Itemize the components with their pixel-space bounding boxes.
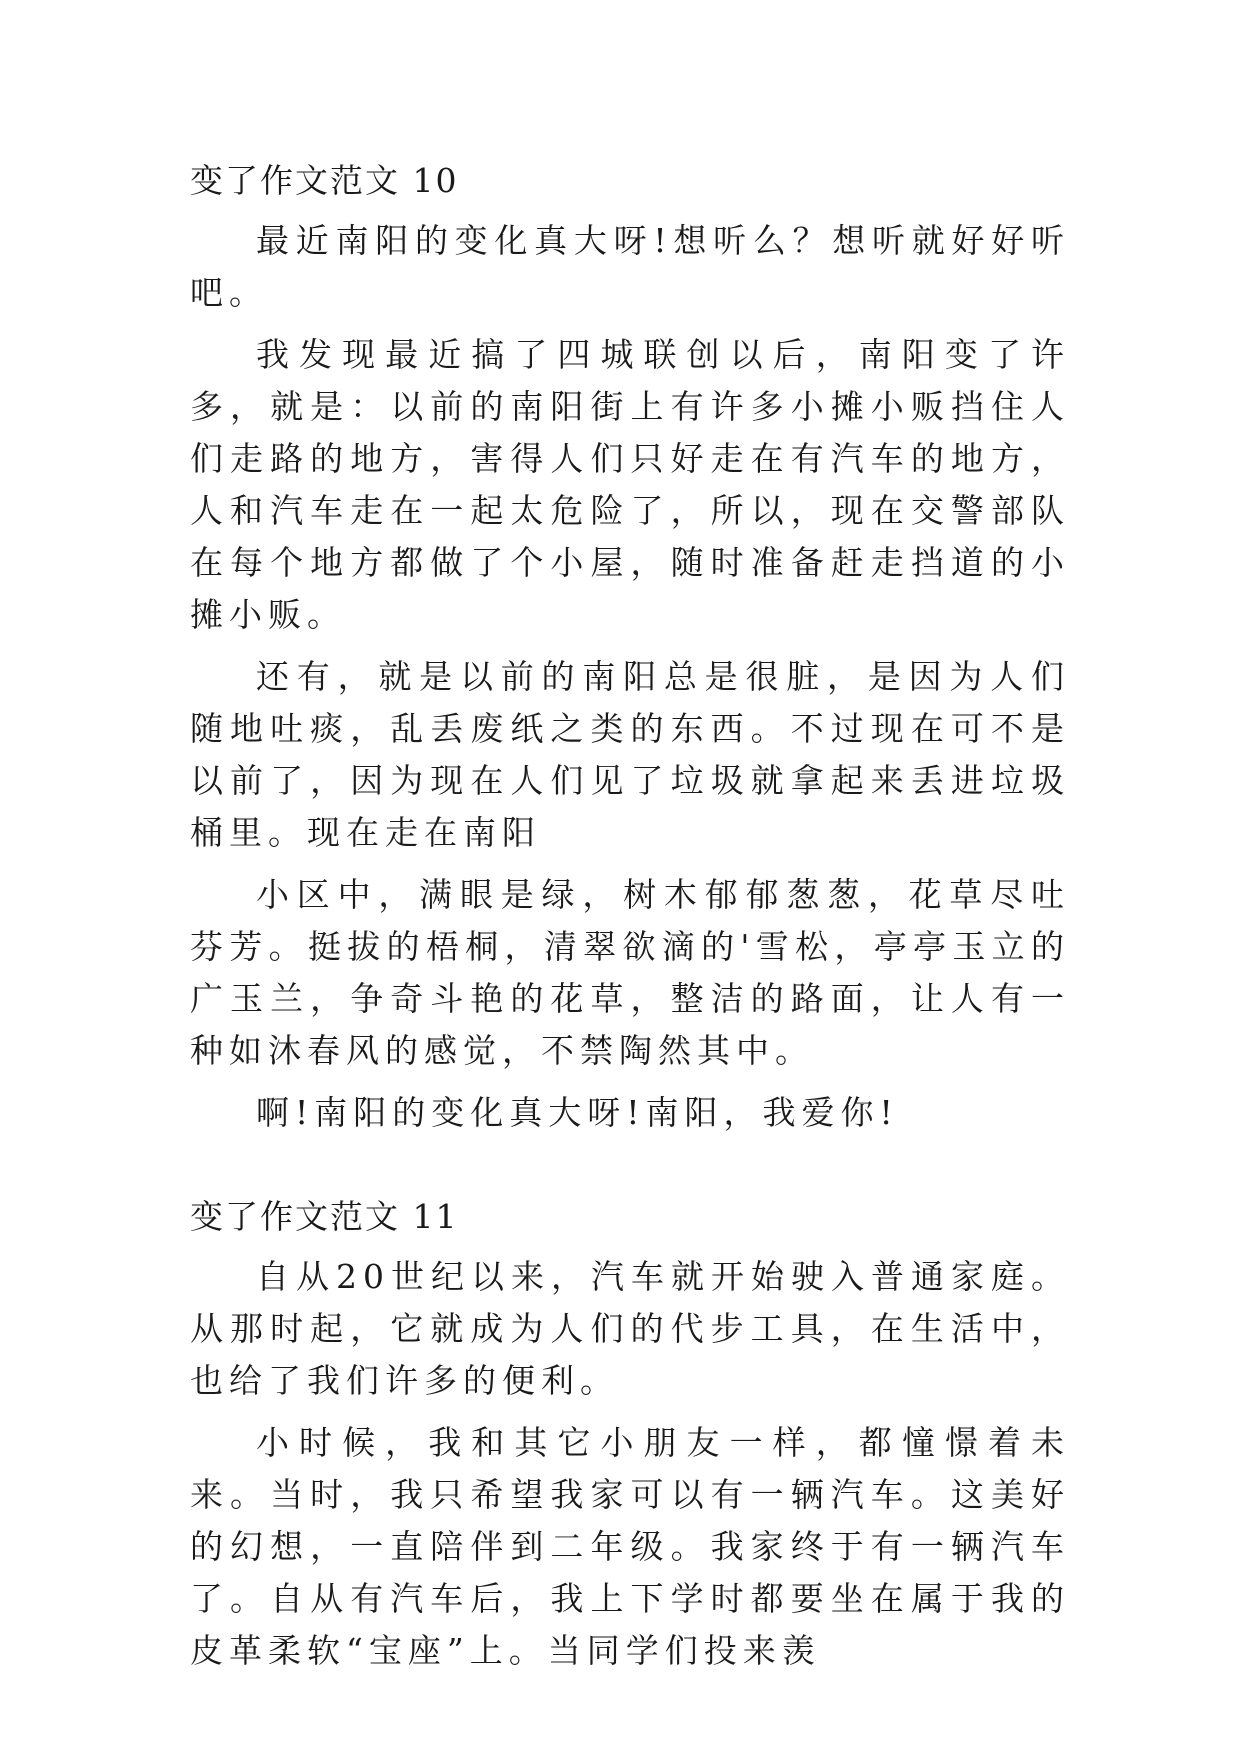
essay-section-10 bbox=[190, 155, 1070, 1139]
essay-paragraph: 还有，就是以前的南阳总是很脏，是因为人们随地吐痰，乱丢废纸之类的东西。不过现在可不是以前了，因为现在人们见了垃圾就拿起来丢进垃圾桶里。现在走在南阳 bbox=[190, 657, 1070, 852]
essay-paragraph: 我发现最近搞了四城联创以后，南阳变了许多，就是：以前的南阳街上有许多小摊小贩挡住人们走路的地方，害得人们只好走在有汽车的地方，人和汽车走在一起太危险了，所以，现在交警部队在每个地方都做了个小屋，随时准备赶走挡道的小摊小贩。 bbox=[190, 335, 1070, 634]
essay-paragraph: 小时候，我和其它小朋友一样，都憧憬着未来。当时，我只希望我家可以有一辆汽车。这美好的幻想，一直陪伴到二年级。我家终于有一辆汽车了。自从有汽车后，我上下学时都要坐在属于我的皮革柔软“宝座”上。当同学们投来羡 bbox=[190, 1423, 1070, 1670]
essay-paragraph: 啊!南阳的变化真大呀!南阳，我爱你! bbox=[256, 1093, 899, 1132]
essay-paragraph: 最近南阳的变化真大呀!想听么？想听就好好听吧。 bbox=[190, 221, 1070, 312]
essay-section-11 bbox=[190, 1191, 1070, 1677]
essay-paragraph: 自从20世纪以来，汽车就开始驶入普通家庭。从那时起，它就成为人们的代步工具，在生活中，也给了我们许多的便利。 bbox=[190, 1257, 1070, 1400]
document-page bbox=[190, 155, 1070, 1687]
essay-paragraph: 小区中，满眼是绿，树木郁郁葱葱，花草尽吐芬芳。挺拔的梧桐，清翠欲滴的'雪松，亭亭玉立的广玉兰，争奇斗艳的花草，整洁的路面，让人有一种如沐春风的感觉，不禁陶然其中。 bbox=[190, 875, 1070, 1070]
essay-title: 变了作文范文 10 bbox=[190, 161, 459, 200]
essay-title: 变了作文范文 11 bbox=[190, 1197, 459, 1236]
